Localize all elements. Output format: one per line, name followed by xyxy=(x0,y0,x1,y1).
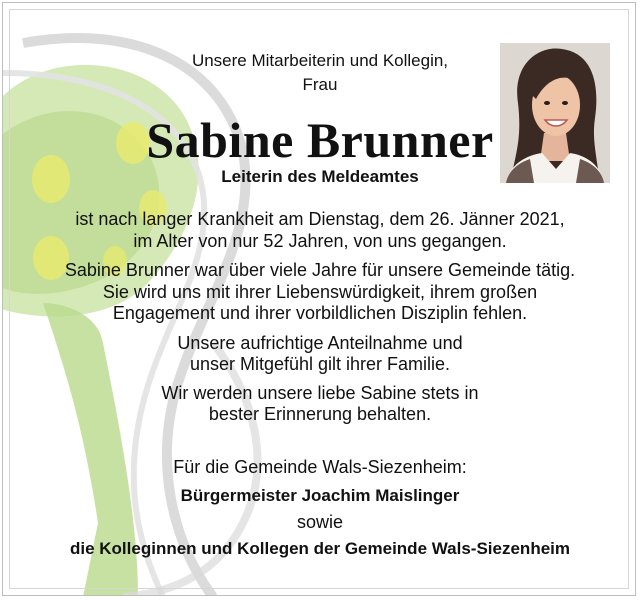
signature-mayor: Bürgermeister Joachim Maislinger xyxy=(180,486,460,505)
paragraph-line: Sabine Brunner war über viele Jahre für unsere Gemeinde tätig. xyxy=(64,260,576,280)
signature-colleagues: die Kolleginnen und Kollegen der Gemeinde Wals-Siezenheim xyxy=(69,539,570,558)
paragraph-line: Unsere aufrichtige Anteilnahme und xyxy=(177,333,463,353)
obituary-notice xyxy=(2,2,636,596)
signature-and: sowie xyxy=(296,512,344,532)
signature-for-line: Für die Gemeinde Wals-Siezenheim: xyxy=(173,457,467,477)
paragraph-line: unser Mitgefühl gilt ihrer Familie. xyxy=(189,354,451,374)
paragraph-line: Wir werden unsere liebe Sabine stets in xyxy=(161,383,479,403)
deceased-name: Sabine Brunner xyxy=(146,112,494,168)
paragraph-line: Sie wird uns mit ihrer Liebenswürdigkeit, ihrem großen xyxy=(102,282,538,302)
deceased-role: Leiterin des Meldeamtes xyxy=(221,167,419,186)
paragraph-line: bester Erinnerung behalten. xyxy=(208,404,432,424)
intro-line-1: Unsere Mitarbeiterin und Kollegin, xyxy=(191,51,449,70)
paragraph-line: Engagement und ihrer vorbildlichen Disziplin fehlen. xyxy=(112,303,528,323)
paragraph-line: im Alter von nur 52 Jahren, von uns gegangen. xyxy=(133,231,507,251)
intro-line-2: Frau xyxy=(302,75,338,94)
paragraph-line: ist nach langer Krankheit am Dienstag, dem 26. Jänner 2021, xyxy=(75,209,565,229)
